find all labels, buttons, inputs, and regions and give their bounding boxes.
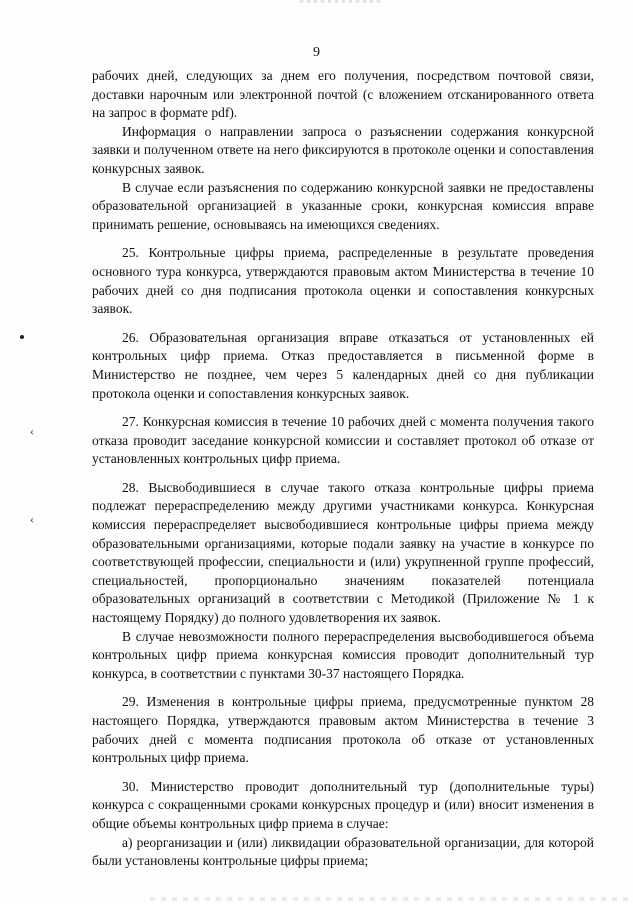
paragraph-subitem-a: а) реорганизации и (или) ликвидации образовательной организации, для которой были установлены контрольные цифры приема; xyxy=(92,834,594,869)
paragraph: Информация о направлении запроса о разъяснении содержания конкурсной заявки и полученном ответе на него фиксируются в протоколе оценки и сопоставления конкурсных заявок. xyxy=(92,123,594,176)
paragraph-item-26: 26. Образовательная организация вправе отказаться от установленных ей контрольных цифр приема. Отказ предоставляется в письменной форме в Министерство не позднее, чем через 5 календарных дней со дня публикации протокола оценки и сопоставления конкурсных заявок. xyxy=(92,329,594,401)
paragraph-item-30: 30. Министерство проводит дополнительный тур (дополнительные туры) конкурса с сокращенными сроками конкурсных процедур и (или) вносит изменения в общие объемы контрольных цифр приема в случае: xyxy=(92,778,594,831)
margin-mark: ‹ xyxy=(30,424,34,438)
margin-mark-dot xyxy=(20,335,24,339)
document-body xyxy=(92,67,594,871)
paragraph-item-29: 29. Изменения в контрольные цифры приема, предусмотренные пунктом 28 настоящего Порядка, утверждаются правовым актом Министерства в течение 3 рабочих дней с момента подписания протокола об отказе от установленных контрольных цифр приема. xyxy=(92,694,594,766)
paragraph-item-25: 25. Контрольные цифры приема, распределенные в результате проведения основного тура конкурса, утверждаются правовым актом Министерства в течение 10 рабочих дней со дня подписания протокола оценки и сопоставления конкурсных заявок. xyxy=(92,245,594,317)
scan-artifact-top xyxy=(300,0,380,3)
page-number: 9 xyxy=(313,45,320,60)
margin-mark: ‹ xyxy=(30,512,34,526)
paragraph: рабочих дней, следующих за днем его получения, посредством почтовой связи, доставки нарочным или электронной почтой (с вложением отсканированного ответа на запрос в формате pdf). xyxy=(92,68,594,121)
scan-artifact-bottom xyxy=(150,897,633,901)
paragraph: В случае невозможности полного перераспределения высвободившегося объема контрольных цифр приема конкурсная комиссия проводит дополнительный тур конкурса, в соответствии с пунктами 30-37 настоящего Порядка. xyxy=(92,628,594,681)
paragraph-item-28: 28. Высвободившиеся в случае такого отказа контрольные цифры приема подлежат перераспределению между другими участниками конкурса. Конкурсная комиссия перераспределяет высвободившиеся контрольные цифры приема между образовательными организациями, которые подали заявку на участие в конкурсе по соответствующей профессии, специальности и (или) укрупненной группе профессий, специальностей, пропорционально значениям показателей потенциала образовательных организаций в соответствии с Методикой (Приложение № 1 к настоящему Порядку) до полного удовлетворения их заявок. xyxy=(92,479,594,626)
paragraph-item-27: 27. Конкурсная комиссия в течение 10 рабочих дней с момента получения такого отказа проводит заседание конкурсной комиссии и составляет протокол об отказе от установленных контрольных цифр приема. xyxy=(92,414,594,467)
paragraph: В случае если разъяснения по содержанию конкурсной заявки не предоставлены образовательной организацией в указанные сроки, конкурсная комиссия вправе принимать решение, основываясь на имеющихся сведениях. xyxy=(92,179,594,232)
